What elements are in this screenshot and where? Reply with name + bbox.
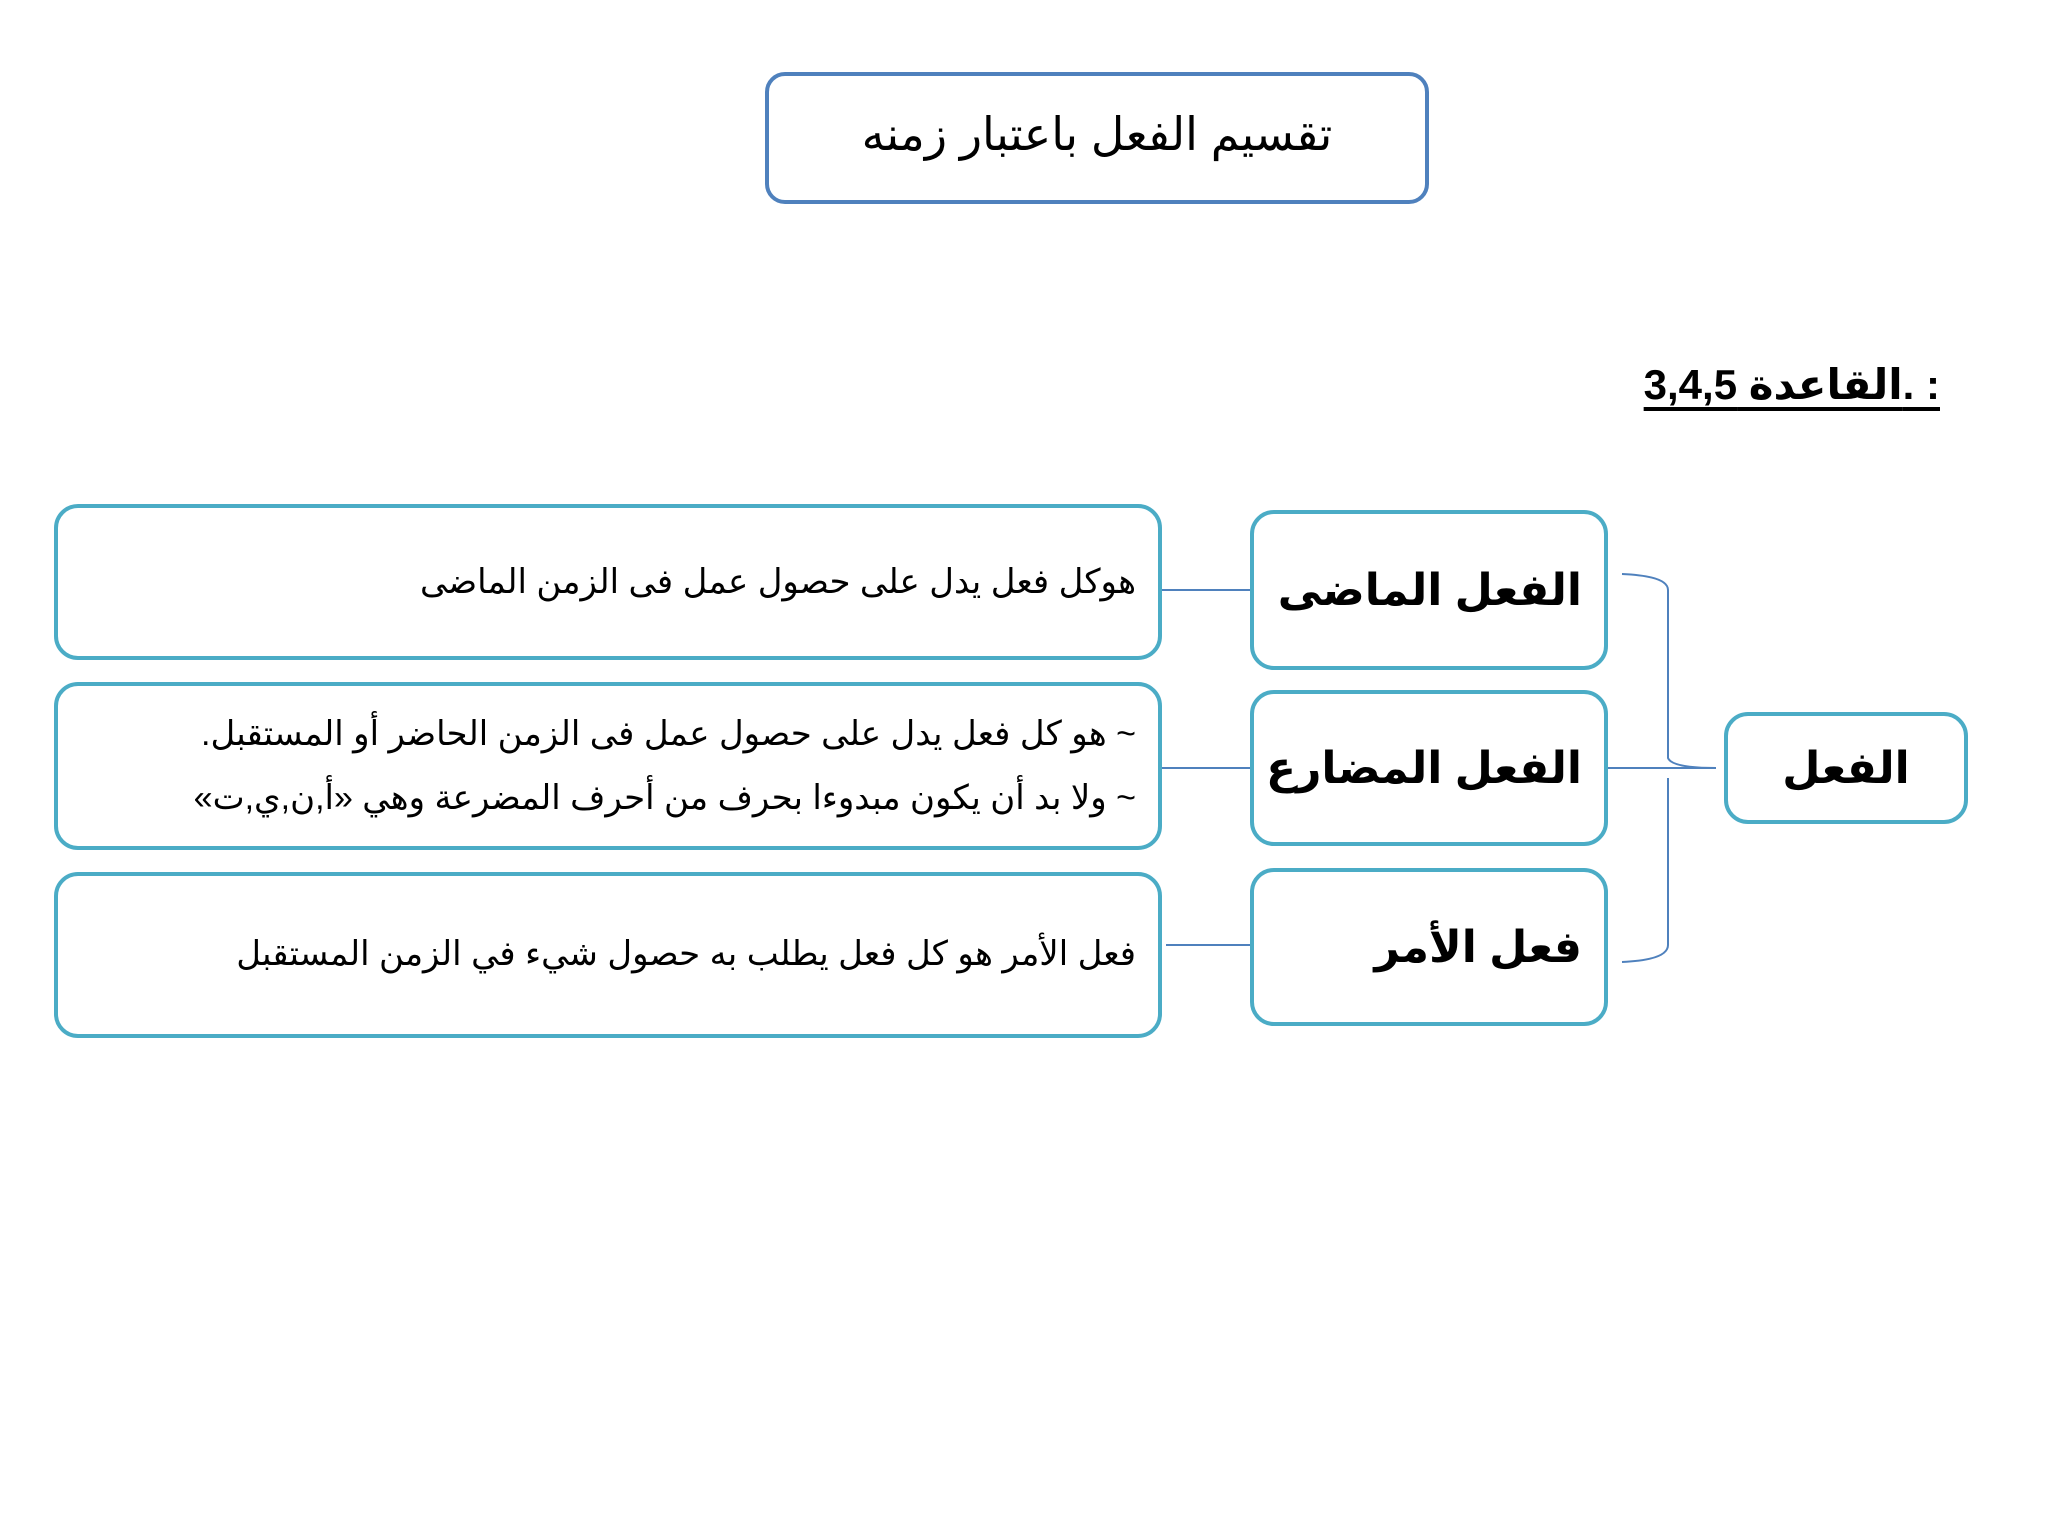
definition-line: ~ هو كل فعل يدل على حصول عمل فى الزمن الحاضر أو المستقبل. xyxy=(201,715,1136,753)
bracket-connector xyxy=(1608,574,1716,962)
term-box-present xyxy=(1250,690,1608,846)
term-imperative: فعل الأمر xyxy=(1374,922,1582,972)
term-box-past xyxy=(1250,510,1608,670)
page-title: تقسيم الفعل باعتبار زمنه xyxy=(861,108,1333,160)
root-box xyxy=(1724,712,1968,824)
term-past: الفعل الماضى xyxy=(1277,565,1582,615)
definition-line: فعل الأمر هو كل فعل يطلب به حصول شيء في الزمن المستقبل xyxy=(236,935,1136,973)
rule-label: القاعدة 3,4,5. : xyxy=(1643,361,1940,408)
term-box-imperative xyxy=(1250,868,1608,1026)
definition-box-present xyxy=(54,682,1162,850)
root-label: الفعل xyxy=(1782,743,1910,793)
definition-box-imperative xyxy=(54,872,1162,1038)
term-present: الفعل المضارع xyxy=(1266,743,1582,793)
definition-line: هوكل فعل يدل على حصول عمل فى الزمن الماضى xyxy=(419,563,1136,601)
definition-box-past xyxy=(54,504,1162,660)
definition-line: ~ ولا بد أن يكون مبدوءا بحرف من أحرف المضرعة وهي «أ,ن,ي,ت» xyxy=(193,779,1136,817)
